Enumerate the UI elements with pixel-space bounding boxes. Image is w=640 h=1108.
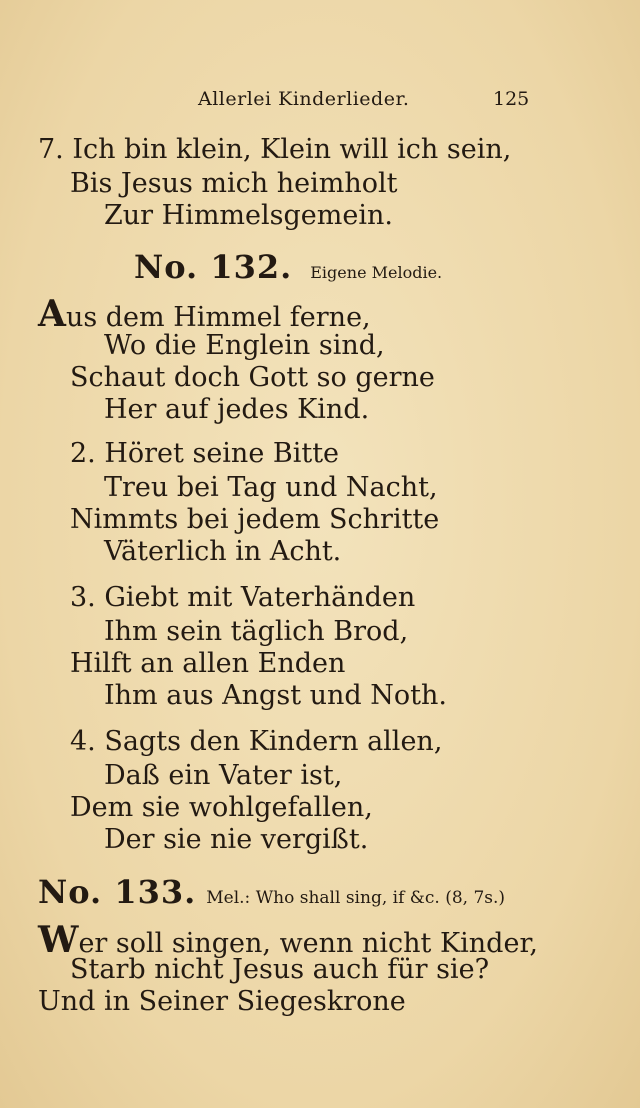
hymn-132-verse-1-line-2: Wo die Englein sind, [104,330,385,361]
hymn-132-verse-4-line-1: 4. Sagts den Kindern allen, [70,726,443,757]
hymn-132-verse-3-line-3: Hilft an allen Enden [70,648,346,679]
hymn-132-verse-1-line-3: Schaut doch Gott so gerne [70,362,435,393]
hymn-132-verse-1-line-1 [38,293,371,335]
hymn-132-verse-3-line-1: 3. Giebt mit Vaterhänden [70,582,416,613]
hymn-132-verse-3-line-4: Ihm aus Angst und Noth. [104,680,447,711]
hymn-132-number: No. 132. [134,248,293,286]
running-title: Allerlei Kinderlieder. [198,88,410,110]
hymn-132-heading [134,248,443,286]
hymn-132-verse-2-line-1: 2. Höret seine Bitte [70,438,340,469]
hymn-133-number: No. 133. [38,873,197,911]
hymn-132-verse-3-line-2: Ihm sein täglich Brod, [104,616,409,647]
hymn-132-verse-4-line-4: Der sie nie vergißt. [104,824,369,855]
hymn-133-melody: Mel.: Who shall sing, if &c. (8, 7s.) [206,888,506,908]
hymn-132-verse-2-line-3: Nimmts bei jedem Schritte [70,504,440,535]
stanza7-line-3: Zur Himmelsgemein. [104,200,393,231]
hymn-133-verse-1-line-3: Und in Seiner Siegeskrone [38,986,406,1017]
hymn-133-verse-1-line-1-text: er soll singen, wenn nicht Kinder, [78,928,538,959]
hymn-133-verse-1-line-2: Starb nicht Jesus auch für sie? [70,954,490,985]
hymn-132-verse-1-line-1-text: us dem Himmel ferne, [65,302,371,333]
hymn-132-verse-2-line-4: Väterlich in Acht. [104,536,342,567]
stanza7-line-2: Bis Jesus mich heimholt [70,168,398,199]
page-number: 125 [493,88,530,110]
hymn-132-verse-4-line-3: Dem sie wohlgefallen, [70,792,373,823]
hymn-132-verse-4-line-2: Daß ein Vater ist, [104,760,343,791]
hymn-132-verse-1-line-4: Her auf jedes Kind. [104,394,370,425]
hymn-133-dropcap: W [38,919,79,961]
hymn-132-dropcap: A [38,293,66,335]
hymn-133-heading [38,873,506,911]
hymn-132-verse-2-line-2: Treu bei Tag und Nacht, [104,472,438,503]
hymn-133-verse-1-line-1 [38,919,538,961]
hymn-132-melody: Eigene Melodie. [310,263,443,282]
stanza7-line-1: 7. Ich bin klein, Klein will ich sein, [38,134,512,165]
